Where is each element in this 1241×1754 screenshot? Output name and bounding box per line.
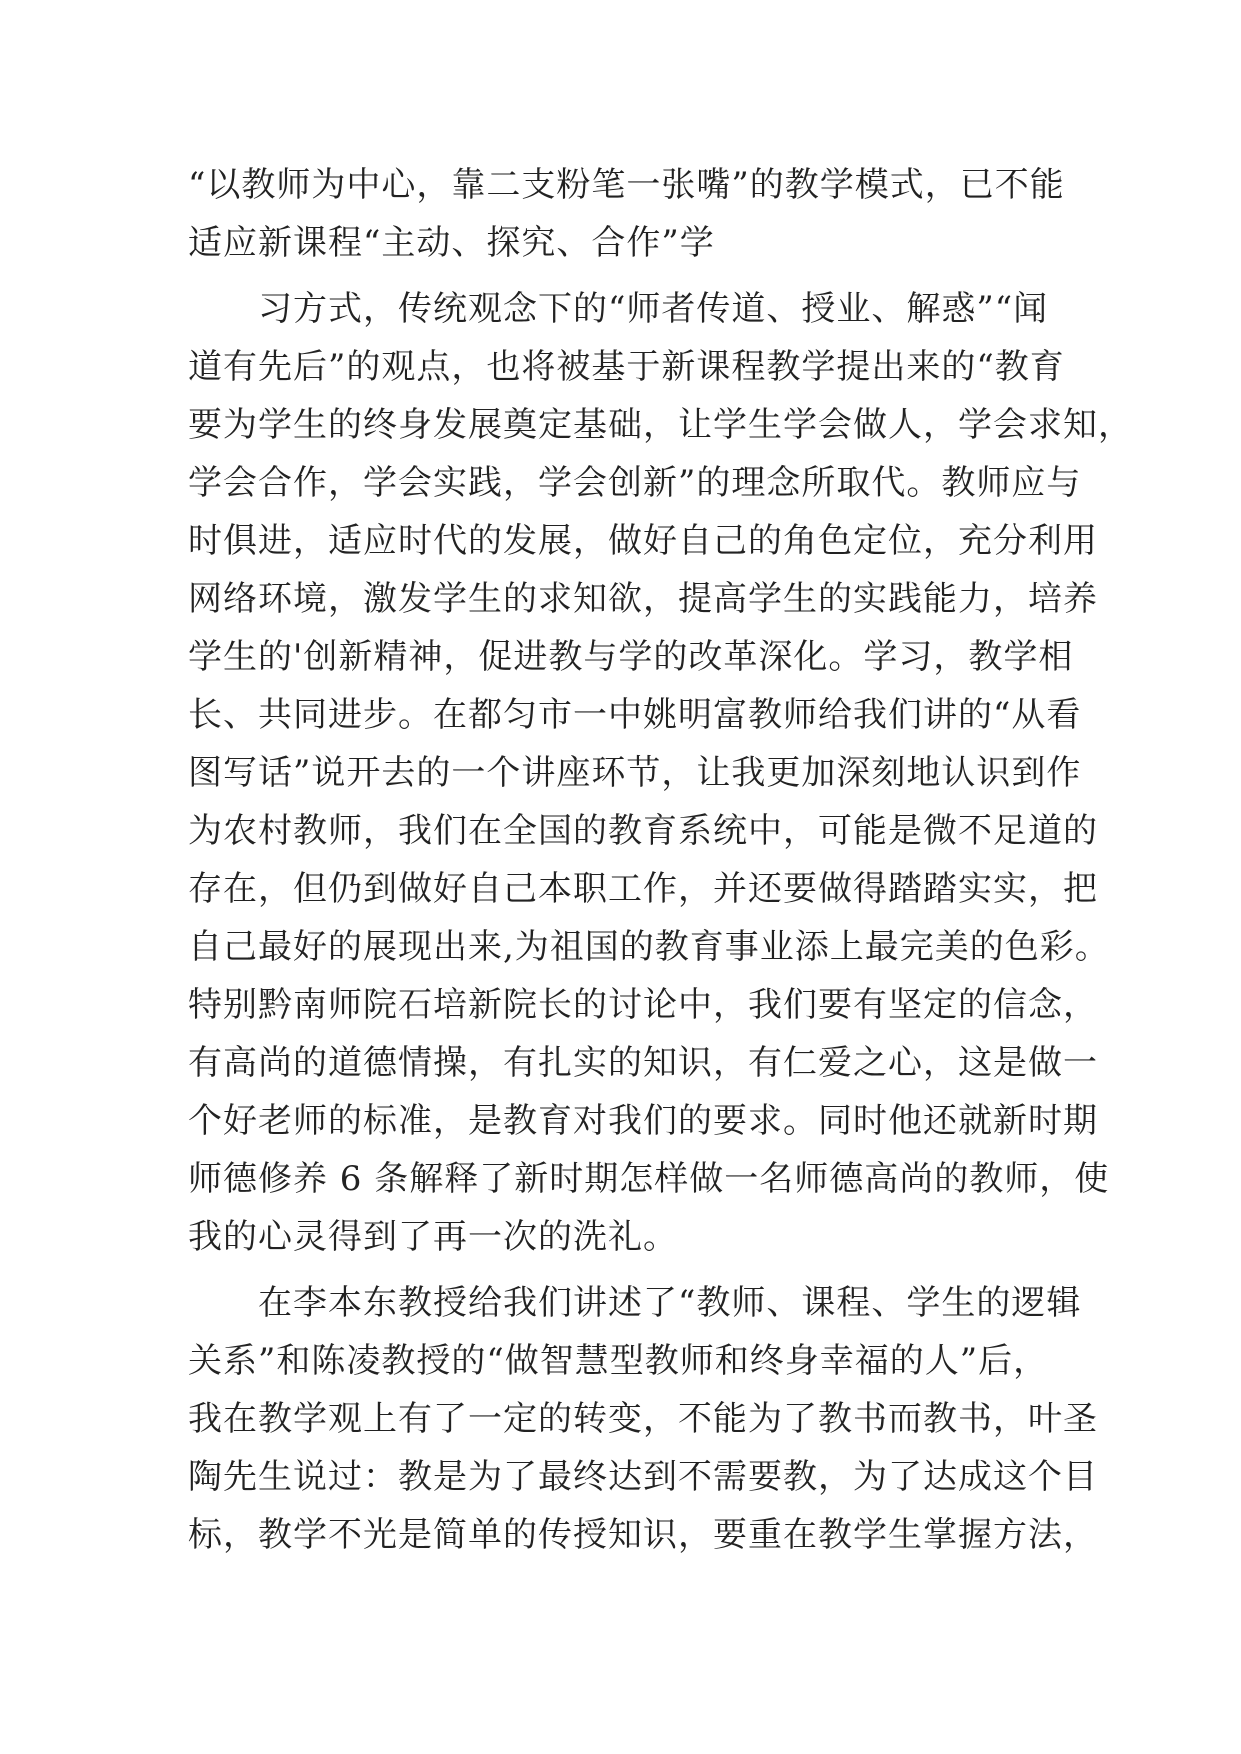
text-line: 长、共同进步。在都匀市一中姚明富教师给我们讲的“从看 (188, 695, 1082, 735)
text-line: 为农村教师，我们在全国的教育系统中，可能是微不足道的 (188, 811, 1098, 851)
text-line: 适应新课程“主动、探究、合作”学 (188, 223, 715, 263)
text-line: 网络环境，激发学生的求知欲，提高学生的实践能力，培养 (188, 579, 1098, 619)
text-line: 师德修养 6 条解释了新时期怎样做一名师德高尚的教师，使 (188, 1159, 1110, 1199)
text-line: 特别黔南师院石培新院长的讨论中，我们要有坚定的信念， (188, 985, 1098, 1025)
body-text (188, 156, 1133, 1564)
text-line: 自己最好的展现出来,为祖国的教育事业添上最完美的色彩。 (188, 927, 1110, 967)
text-line: 在李本东教授给我们讲述了“教师、课程、学生的逻辑 (188, 1283, 1082, 1323)
text-line: 要为学生的终身发展奠定基础，让学生学会做人，学会求知， (188, 405, 1133, 445)
paragraph-gap (188, 272, 1068, 280)
text-line: 道有先后”的观点，也将被基于新课程教学提出来的“教育 (188, 347, 1065, 387)
text-line: 我在教学观上有了一定的转变，不能为了教书而教书，叶圣 (188, 1399, 1098, 1439)
text-line: 我的心灵得到了再一次的洗礼。 (188, 1217, 678, 1257)
text-line: 学会合作，学会实践，学会创新”的理念所取代。教师应与 (188, 463, 1082, 503)
text-line: 陶先生说过：教是为了最终达到不需要教，为了达成这个目 (188, 1457, 1098, 1497)
text-line: 学生的'创新精神，促进教与学的改革深化。学习，教学相 (188, 637, 1074, 677)
text-line: 图写话”说开去的一个讲座环节，让我更加深刻地认识到作 (188, 753, 1082, 793)
text-line: 标，教学不光是简单的传授知识，要重在教学生掌握方法， (188, 1515, 1098, 1555)
text-line: 时俱进，适应时代的发展，做好自己的角色定位，充分利用 (188, 521, 1098, 561)
text-line: 个好老师的标准，是教育对我们的要求。同时他还就新时期 (188, 1101, 1098, 1141)
text-line: 存在，但仍到做好自己本职工作，并还要做得踏踏实实，把 (188, 869, 1098, 909)
text-line: 习方式，传统观念下的“师者传道、授业、解惑”“闻 (188, 289, 1049, 329)
text-line: 关系”和陈凌教授的“做智慧型教师和终身幸福的人”后， (188, 1341, 1049, 1381)
paragraph-gap (188, 1266, 1068, 1274)
text-line: 有高尚的道德情操，有扎实的知识，有仁爱之心，这是做一 (188, 1043, 1098, 1083)
text-line: “以教师为中心，靠二支粉笔一张嘴”的教学模式，已不能 (188, 165, 1065, 205)
